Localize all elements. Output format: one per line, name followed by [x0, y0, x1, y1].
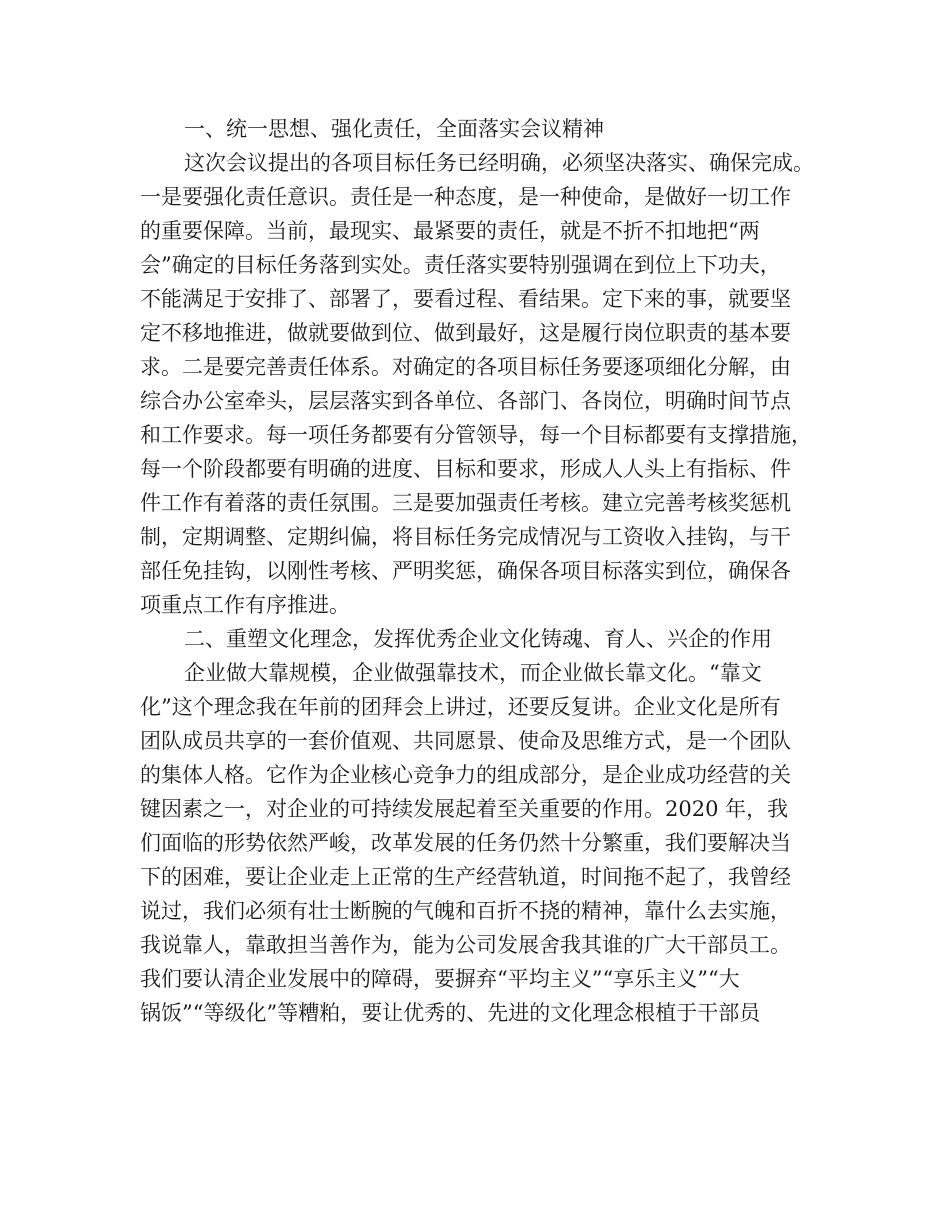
paragraph-line: 下的困难，要让企业走上正常的生产经营轨道，时间拖不起了，我曾经 — [140, 865, 791, 889]
paragraph-line: 锅饭”“等级化”等糟粕，要让优秀的、先进的文化理念根植于干部员 — [140, 1001, 761, 1025]
paragraph-line: 和工作要求。每一项任务都要有分管领导，每一个目标都要有支撑措施， — [140, 423, 812, 447]
paragraph-line: 这次会议提出的各项目标任务已经明确，必须坚决落实、确保完成。 — [184, 151, 814, 175]
paragraph-line: 项重点工作有序推进。 — [140, 593, 350, 617]
paragraph-line: 定不移地推进，做就要做到位、做到最好，这是履行岗位职责的基本要 — [140, 321, 791, 345]
paragraph-line: 每一个阶段都要有明确的进度、目标和要求，形成人人头上有指标、件 — [140, 457, 791, 481]
paragraph-line: 求。二是要完善责任体系。对确定的各项目标任务要逐项细化分解，由 — [140, 355, 791, 379]
paragraph-line: 的重要保障。当前，最现实、最紧要的责任，就是不折不扣地把“两 — [140, 219, 760, 243]
paragraph-line: 一是要强化责任意识。责任是一种态度，是一种使命，是做好一切工作 — [140, 185, 791, 209]
paragraph-line: 不能满足于安排了、部署了，要看过程、看结果。定下来的事，就要坚 — [140, 287, 791, 311]
paragraph-line: 我们要认清企业发展中的障碍，要摒弃“平均主义”“享乐主义”“大 — [140, 967, 740, 991]
section-heading-2: 二、重塑文化理念，发挥优秀企业文化铸魂、育人、兴企的作用 — [184, 627, 772, 651]
paragraph-line: 部任免挂钩，以刚性考核、严明奖惩，确保各项目标落实到位，确保各 — [140, 559, 791, 583]
paragraph-line: 说过，我们必须有壮士断腕的气魄和百折不挠的精神，靠什么去实施， — [140, 899, 791, 923]
paragraph-line: 制，定期调整、定期纠偏，将目标任务完成情况与工资收入挂钩，与干 — [140, 525, 791, 549]
paragraph-line: 我说靠人，靠敢担当善作为，能为公司发展舍我其谁的广大干部员工。 — [140, 933, 791, 957]
paragraph-line: 综合办公室牵头，层层落实到各单位、各部门、各岗位，明确时间节点 — [140, 389, 791, 413]
paragraph-line: 企业做大靠规模，企业做强靠技术，而企业做长靠文化。“靠文 — [184, 661, 762, 685]
paragraph-line: 们面临的形势依然严峻，改革发展的任务仍然十分繁重，我们要解决当 — [140, 831, 791, 855]
paragraph-line: 化”这个理念我在年前的团拜会上讲过，还要反复讲。企业文化是所有 — [140, 695, 781, 719]
paragraph-line: 会”确定的目标任务落到实处。责任落实要特别强调在到位上下功夫， — [140, 253, 781, 277]
section-heading-1: 一、统一思想、强化责任，全面落实会议精神 — [184, 117, 604, 141]
document-body — [140, 112, 818, 1030]
paragraph-line: 键因素之一，对企业的可持续发展起着至关重要的作用。2020 年，我 — [140, 797, 789, 821]
paragraph-line: 的集体人格。它作为企业核心竞争力的组成部分，是企业成功经营的关 — [140, 763, 791, 787]
paragraph-line: 件工作有着落的责任氛围。三是要加强责任考核。建立完善考核奖惩机 — [140, 491, 791, 515]
paragraph-line: 团队成员共享的一套价值观、共同愿景、使命及思维方式，是一个团队 — [140, 729, 791, 753]
